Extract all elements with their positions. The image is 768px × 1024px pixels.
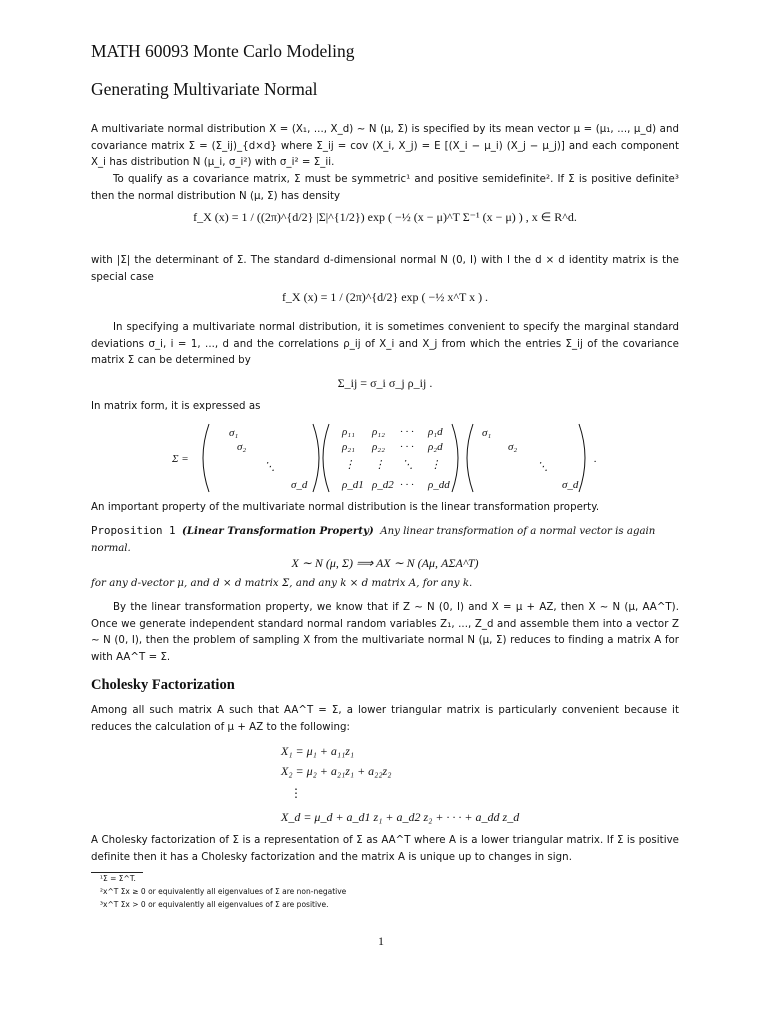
paragraph-sampling: By the linear transformation property, we know that if Z ∼ N (0, I) and X = μ + AZ, then X ∼ N (μ, AA^T). Once we generate independent standard normal random variables Z₁, ..., Z_d and assemble them into a vector Z ∼ N (0, I), then the problem of sampling X from the multivariate normal N (μ, Σ) reduces to finding a matrix A for with AA^T = Σ.: [91, 602, 679, 663]
equation-sigma-ij: Σ_ij = σ_i σ_j ρ_ij .: [337, 376, 433, 390]
matrix-trailing-dot: .: [594, 453, 597, 465]
proposition-block: [91, 523, 679, 557]
paragraph-covariance-conditions: To qualify as a covariance matrix, Σ must be symmetric¹ and positive semidefinite². If Σ is positive definite³ then the normal distribution N (μ, Σ) has density: [91, 174, 679, 202]
rho-dd: ρ_dd: [428, 479, 450, 491]
matrix1-ddots: ⋱: [264, 461, 275, 473]
cholesky-heading: Cholesky Factorization: [91, 677, 235, 693]
rho-1-dots: · · ·: [400, 426, 414, 438]
rho-d1: ρ_d1: [342, 479, 364, 491]
rho-vdots-d: ⋮: [430, 459, 441, 471]
rho-21: ρ₂₁: [342, 441, 355, 453]
matrix1-sigma-1: σ₁: [229, 427, 239, 439]
covariance-matrix-product: [0, 420, 768, 500]
rho-2-dots: · · ·: [400, 441, 414, 453]
paragraph-standard-normal: with |Σ| the determinant of Σ. The standard d-dimensional normal N (0, I) with I the d × d identity matrix is the special case: [91, 255, 679, 283]
paragraph-definition: A multivariate normal distribution X = (X₁, ..., X_d) ∼ N (μ, Σ) is specified by its mean vector μ = (μ₁, ..., μ_d) and covariance matrix Σ = (Σ_ij)_{d×d} where Σ_ij = cov (X_i, X_j) = E [(X_i − μ_i) (X_j − μ_j)] and each component X_i has distribution N (μ_i, σ_i²) with σ_i² = Σ_ii.: [91, 124, 679, 168]
matrix3-sigma-1: σ₁: [482, 427, 492, 439]
equation-chol-d: X_d = μ_d + a_d1 z₁ + a_d2 z₂ + · · · + a_dd z_d: [281, 810, 520, 824]
paragraph-marginals: In specifying a multivariate normal distribution, it is sometimes convenient to specify the marginal standard deviations σ_i, i = 1, ..., d and the correlations ρ_ij of X_i and X_j from which the entries Σ_ij of the covariance matrix Σ can be determined by: [91, 322, 679, 366]
proposition-name: (Linear Transformation Property): [182, 525, 374, 537]
equation-linear-transform: X ∼ N (μ, Σ) ⟹ AX ∼ N (Aμ, AΣA^T): [291, 556, 479, 570]
matrix1-sigma-2: σ₂: [237, 441, 247, 453]
paragraph-matrix-form: In matrix form, it is expressed as: [91, 401, 261, 412]
footnote-1: ¹Σ = Σ^T.: [100, 874, 136, 883]
matrix3-sigma-2: σ₂: [508, 441, 518, 453]
matrix3-ddots: ⋱: [537, 461, 548, 473]
proposition-tail: for any d-vector μ, and d × d matrix Σ, and any k × d matrix A, for any k.: [91, 578, 473, 589]
rho-d-dots: · · ·: [400, 479, 414, 491]
equation-standard-density: f_X (x) = 1 / (2π)^{d/2} exp ( −½ x^T x ) .: [281, 290, 489, 304]
rho-vdots-1: ⋮: [344, 459, 355, 471]
rho-12: ρ₁₂: [372, 426, 385, 438]
proposition-statement: Any linear transformation of a normal vector is again normal.: [91, 526, 656, 554]
footnote-rule: [91, 872, 143, 873]
rho-1d: ρ₁d: [428, 426, 443, 438]
proposition-label: Proposition 1: [91, 524, 176, 537]
rho-vdots-2: ⋮: [374, 459, 385, 471]
section-title: Generating Multivariate Normal: [91, 79, 318, 99]
rho-2d: ρ₂d: [428, 441, 443, 453]
paragraph-property-intro: An important property of the multivariate normal distribution is the linear transformation property.: [91, 502, 600, 513]
equation-chol-1: X₁ = μ₁ + a₁₁z₁: [281, 744, 355, 758]
rho-11: ρ₁₁: [342, 426, 355, 438]
equation-density: f_X (x) = 1 / ((2π)^{d/2} |Σ|^{1/2}) exp ( −½ (x − μ)^T Σ⁻¹ (x − μ) ) , x ∈ R^d.: [193, 210, 577, 224]
course-title: MATH 60093 Monte Carlo Modeling: [91, 41, 355, 61]
page-number: 1: [378, 934, 384, 948]
footnote-2: ²x^T Σx ≥ 0 or equivalently all eigenvalues of Σ are non-negative: [100, 887, 347, 896]
paragraph-cholesky-definition: A Cholesky factorization of Σ is a representation of Σ as AA^T where A is a lower triangular matrix. If Σ is positive definite then it has a Cholesky factorization and the matrix A is unique up to changes in sign.: [91, 835, 679, 863]
matrix3-sigma-d: σ_d: [562, 479, 579, 491]
matrix1-sigma-d: σ_d: [291, 479, 308, 491]
equation-chol-2: X₂ = μ₂ + a₂₁z₁ + a₂₂z₂: [281, 764, 392, 778]
equation-chol-dots: ⋮: [290, 786, 302, 800]
matrix-lhs: Σ =: [172, 453, 189, 465]
paragraph-lower-triangular: Among all such matrix A such that AA^T = Σ, a lower triangular matrix is particularly convenient because it reduces the calculation of μ + AZ to the following:: [91, 705, 679, 733]
rho-ddots: ⋱: [402, 459, 413, 471]
footnote-3: ³x^T Σx > 0 or equivalently all eigenvalues of Σ are positive.: [100, 900, 329, 909]
rho-d2: ρ_d2: [372, 479, 394, 491]
rho-22: ρ₂₂: [372, 441, 385, 453]
